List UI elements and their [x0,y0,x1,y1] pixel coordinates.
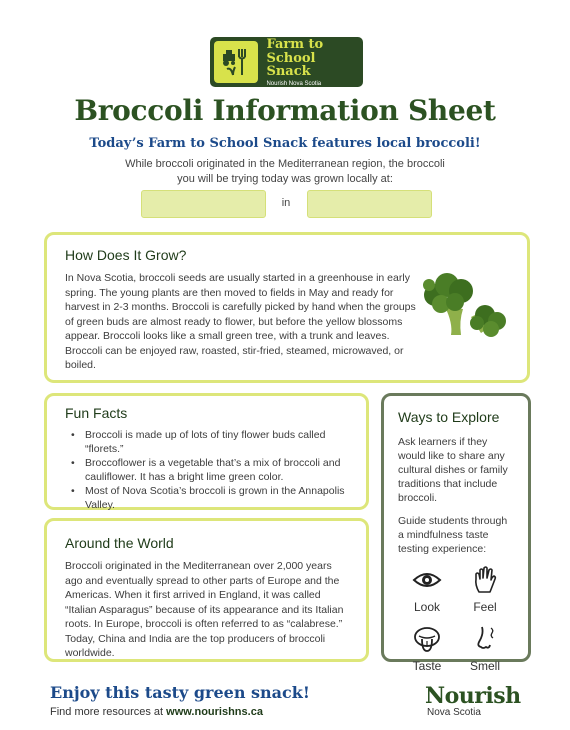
eye-icon [412,565,442,595]
hand-icon [470,565,500,595]
world-body: Broccoli originated in the Mediterranean over 2,000 years ago and eventually spread to other parts of Europe and the Americas. When it first arrived in England, it was called “Italian Asparagus” because of its appearance and its Italian roots. In Europe, broccoli is often referred to as “calabrese.” Today, China and India are the top producers of broccoli worldwide. [65,560,344,659]
list-item: • Broccoli is made up of lots of tiny flower buds called “florets.” [71,429,348,456]
sense-label: Feel [473,600,497,614]
farm-fork-icon [214,41,258,83]
sense-taste [398,624,456,675]
footer-title: Enjoy this tasty green snack! [50,683,310,702]
facts-heading: Fun Facts [65,405,128,421]
grow-heading: How Does It Grow? [65,247,187,263]
logo-text [266,38,363,87]
explore-text-1: Ask learners if they would like to share any cultural dishes or family traditions that include broccoli. [398,436,508,504]
fill-connector: in [281,197,291,209]
farm-name-field[interactable] [141,190,266,218]
around-the-world-card [44,518,369,662]
how-does-it-grow-card [44,232,530,383]
explore-text-2: Guide students through a mindfulness taste testing experience: [398,515,508,555]
farm-to-school-logo [210,37,363,87]
sense-label: Taste [412,659,442,673]
ways-to-explore-card [381,393,531,673]
page-title: Broccoli Information Sheet [74,94,496,127]
world-heading: Around the World [65,535,174,551]
senses-grid [398,565,514,675]
sense-label: Smell [469,659,500,673]
resources-prefix: Find more resources at [50,706,167,718]
resources-link[interactable]: www.nourishns.ca [166,706,263,718]
sense-smell [456,624,514,675]
broccoli-image [415,271,511,343]
grow-body: In Nova Scotia, broccoli seeds are usually started in a greenhouse in early spring. The young plants are then moved to fields in May and ready for harvest in 2-3 months. Broccoli is carefully picked by hand when the groups of green buds are almost ready to flower, but before the yellow blossoms appear. Broccoli looks like a small green tree, with a trunk and leaves. Broccoli can be enjoyed raw, roasted, stir-fried, steamed, microwaved, or boiled. [65,272,416,371]
footer-resources [50,706,263,718]
explore-heading: Ways to Explore [398,409,500,425]
facts-list [71,429,348,512]
logo-line1: Farm to [266,36,324,52]
sense-feel [456,565,514,616]
tongue-icon [412,624,442,654]
intro-text: While broccoli originated in the Mediterranean region, the broccoli you will be trying today was grown locally at: [125,158,445,185]
logo-sub: Nourish Nova Scotia [266,80,322,87]
nose-icon [470,624,500,654]
page-subtitle: Today’s Farm to School Snack features local broccoli! [89,136,481,151]
list-item: • Broccoflower is a vegetable that’s a mix of broccoli and cauliflower. It has a bright lime green color. [71,457,348,484]
location-field[interactable] [307,190,432,218]
nourish-logo: Nourish [425,683,521,709]
sense-label: Look [413,600,441,614]
list-item: • Most of Nova Scotia’s broccoli is grown in the Annapolis Valley. [71,485,348,512]
fun-facts-card [44,393,369,510]
sense-look [398,565,456,616]
logo-line2: School Snack [266,50,316,79]
nourish-logo-sub: Nova Scotia [427,707,481,718]
